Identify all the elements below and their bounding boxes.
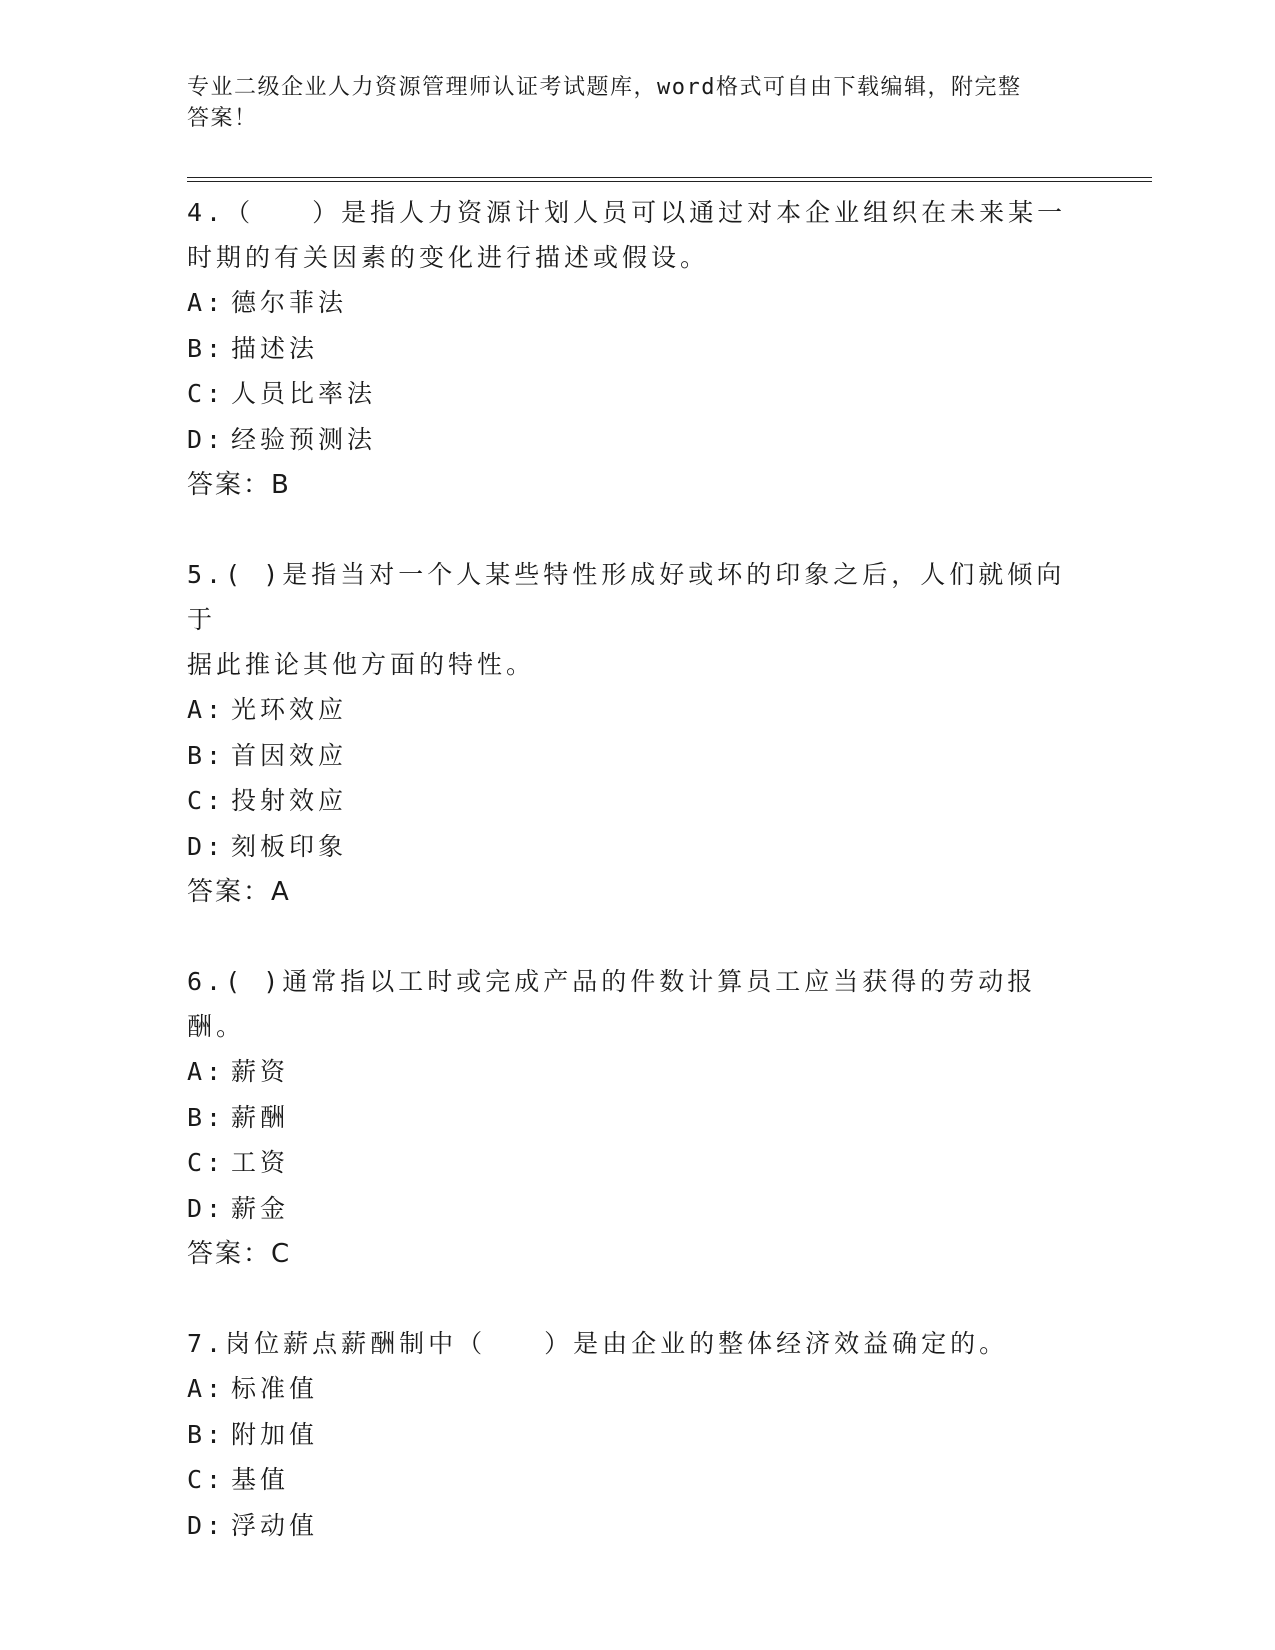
option-text: 工资 [231, 1148, 290, 1177]
option-c [187, 1140, 1067, 1186]
option-text: 人员比率法 [231, 379, 377, 408]
question-stem-line: 5.( )是指当对一个人某些特性形成好或坏的印象之后，人们就倾向于 [187, 560, 1066, 634]
answer-line: 答案：B [187, 470, 291, 500]
option-text: 投射效应 [231, 786, 348, 815]
question-stem-line: 4.（ ）是指人力资源计划人员可以通过对本企业组织在未来某一 [187, 198, 1067, 227]
question-stem [187, 1321, 1067, 1366]
option-key: A: [187, 288, 226, 317]
question-7 [187, 1321, 1067, 1548]
option-text: 描述法 [231, 333, 319, 363]
option-text: 薪资 [231, 1057, 290, 1086]
option-key: C: [187, 1465, 226, 1494]
option-key: C: [187, 786, 226, 815]
option-a [187, 1366, 1067, 1412]
option-key: B: [187, 740, 226, 770]
option-a [187, 1049, 1067, 1095]
question-6 [187, 959, 1067, 1277]
option-key: D: [187, 1510, 226, 1540]
question-stem [187, 552, 1067, 687]
option-text: 标准值 [231, 1374, 319, 1403]
option-d [187, 824, 1067, 870]
option-key: D: [187, 831, 226, 861]
option-text: 光环效应 [231, 695, 348, 724]
option-b [187, 1412, 1067, 1458]
option-key: A: [187, 1057, 226, 1086]
question-stem-line: 7.岗位薪点薪酬制中（ ）是由企业的整体经济效益确定的。 [187, 1329, 1009, 1358]
option-d [187, 1503, 1067, 1549]
option-text: 首因效应 [231, 740, 348, 770]
question-stem-line: 据此推论其他方面的特性。 [187, 650, 536, 679]
option-key: C: [187, 379, 226, 408]
option-key: A: [187, 1374, 226, 1403]
header-title-line-1: 专业二级企业人力资源管理师认证考试题库，word格式可自由下载编辑，附完整 [187, 75, 1022, 100]
question-stem-line: 6.( )通常指以工时或完成产品的件数计算员工应当获得的劳动报酬。 [187, 967, 1037, 1041]
header-title-line-2: 答案！ [187, 106, 258, 131]
option-b [187, 733, 1067, 779]
option-text: 薪酬 [231, 1102, 290, 1132]
option-c [187, 778, 1067, 824]
option-key: B: [187, 1102, 226, 1132]
header-double-rule [187, 177, 1152, 182]
option-text: 德尔菲法 [231, 288, 348, 317]
question-list [187, 190, 1067, 1592]
option-key: A: [187, 695, 226, 724]
option-c [187, 371, 1067, 417]
question-4 [187, 190, 1067, 508]
document-header [187, 72, 1067, 134]
option-d [187, 417, 1067, 463]
option-text: 基值 [231, 1465, 290, 1494]
question-stem [187, 190, 1067, 280]
option-text: 经验预测法 [231, 424, 377, 454]
option-key: D: [187, 424, 226, 454]
option-b [187, 1095, 1067, 1141]
option-d [187, 1186, 1067, 1232]
answer-line: 答案：A [187, 877, 291, 907]
option-text: 附加值 [231, 1419, 319, 1449]
option-key: D: [187, 1193, 226, 1223]
option-key: B: [187, 333, 226, 363]
question-stem-line: 时期的有关因素的变化进行描述或假设。 [187, 243, 710, 272]
option-text: 刻板印象 [231, 831, 348, 861]
option-a [187, 280, 1067, 326]
question-stem [187, 959, 1067, 1049]
option-c [187, 1457, 1067, 1503]
option-key: B: [187, 1419, 226, 1449]
answer-line: 答案：C [187, 1239, 292, 1269]
option-key: C: [187, 1148, 226, 1177]
question-5 [187, 552, 1067, 915]
option-text: 薪金 [231, 1193, 290, 1223]
option-b [187, 326, 1067, 372]
option-text: 浮动值 [231, 1510, 319, 1540]
option-a [187, 687, 1067, 733]
